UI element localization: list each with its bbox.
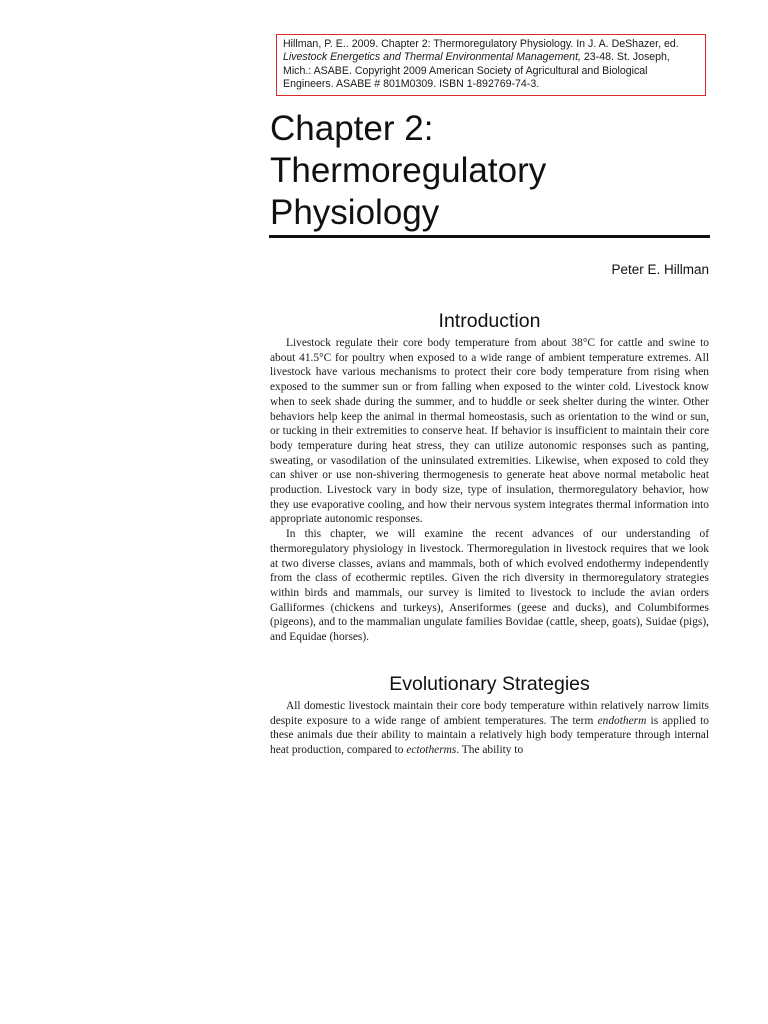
evolutionary-body [270,699,709,758]
introduction-body [270,336,709,645]
heading-introduction: Introduction [438,310,541,332]
evolutionary-text-c: . The ability to [456,744,524,757]
citation-text: Hillman, P. E.. 2009. Chapter 2: Thermoregulatory Physiology. In J. A. DeShazer, ed. [283,38,679,50]
evolutionary-text-a: All domestic livestock maintain their core body temperature within relatively narrow limits despite exposure to a wide range of ambient temperatures. The term [270,700,709,727]
citation-text-rest: 23-48. St. Joseph, Mich.: ASABE. Copyright 2009 American Society of Agricultural and Biological Engineers. ASABE # 801M0309. ISBN 1-892769-74-3. [283,51,670,91]
introduction-paragraph-2: In this chapter, we will examine the recent advances of our understanding of thermoregulatory physiology in livestock. Thermoregulation in livestock requires that we look at two diverse classes, avians and mammals, both of which evolved endothermy independently from the class of ecothermic reptiles. Given the rich diversity in thermoregulatory strategies within birds and mammals, our survey is limited to livestock to include the avian orders Galliformes (chickens and turkeys), Anseriformes (geese and ducks), and Columbiformes (pigeons), and to the mammalian ungulate families Bovidae (cattle, sheep, goats), Suidae (pigs), and Equidae (horses). [270,528,709,644]
chapter-title [270,108,710,234]
citation-book-title: Livestock Energetics and Thermal Environmental Management, [283,51,581,64]
citation-box [276,34,706,96]
term-endotherm: endotherm [597,714,647,727]
term-ectotherms: ectotherms [406,744,457,757]
title-rule [269,235,710,238]
chapter-title-line3: Physiology [270,193,440,232]
author-name: Peter E. Hillman [611,262,709,277]
introduction-paragraph-1: Livestock regulate their core body temperature from about 38°C for cattle and swine to about 41.5°C for poultry when exposed to a wide range of ambient temperature extremes. All livestock have various mechanisms to protect their core body temperature from rising when exposed to the summer sun or from falling when exposed to the winter cold. Livestock know when to seek shade during the summer, and to huddle or seek shelter during the winter. Other behaviors help keep the animal in thermal homeostasis, such as orientation to the wind or sun, or tucking in their extremities to conserve heat. If behavior is insufficient to maintain their core body temperature during heat stress, they can utilize autonomic responses such as panting, sweating, or vasodilation of the uninsulated extremities. Likewise, when exposed to cold they can shiver or use non-shivering thermogenesis to generate heat above normal metabolic heat production. Livestock vary in body size, type of insulation, thermoregulatory behavior, how they use evaporative cooling, and how their nervous system integrates thermal information into appropriate autonomic responses. [270,337,709,526]
chapter-title-line2: Thermoregulatory [270,151,547,190]
evolutionary-paragraph-1 [270,699,709,758]
chapter-title-line1: Chapter 2: [270,109,434,148]
heading-evolutionary-strategies: Evolutionary Strategies [389,673,590,695]
evolutionary-text-b: is applied to these animals due their ability to maintain a relatively high body temperature through internal heat production, compared to [270,714,709,757]
